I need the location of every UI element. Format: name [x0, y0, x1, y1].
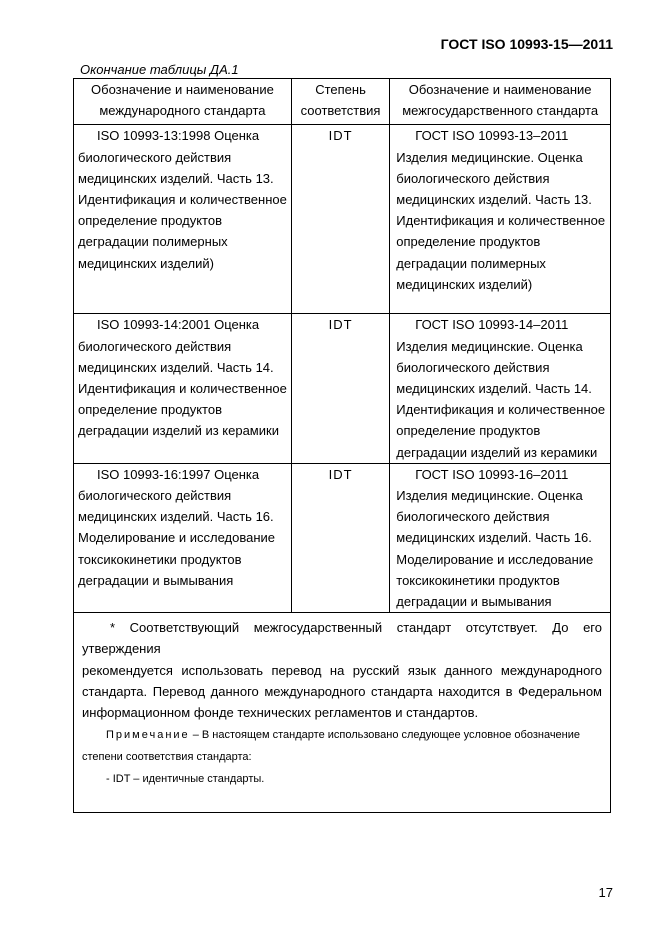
degree-value: IDT	[328, 317, 353, 333]
cell-line: биологического действия	[396, 170, 550, 186]
cell-line: определение продуктов	[78, 213, 223, 229]
cell-line: деградации и вымывания	[396, 594, 552, 610]
header-national-standard	[390, 79, 611, 125]
footnote-paragraph	[82, 617, 602, 723]
footnote-line: рекомендуется использовать перевод на русский язык данного международного	[82, 662, 602, 678]
table-header-row	[74, 79, 611, 125]
cell-line: медицинских изделий)	[78, 255, 214, 271]
cell-line: деградации полимерных	[78, 234, 228, 250]
cell-line: деградации полимерных	[396, 255, 546, 271]
cell-line: деградации и вымывания	[78, 572, 234, 588]
note-text-continued: степени соответствия стандарта:	[82, 751, 252, 764]
header-line: Обозначение и наименование	[91, 82, 274, 97]
cell-line: ГОСТ ISO 10993-14–2011	[415, 317, 569, 333]
cell-line: ГОСТ ISO 10993-16–2011	[415, 466, 569, 482]
degree-cell	[291, 314, 389, 463]
degree-value: IDT	[328, 466, 353, 482]
cell-line: деградации изделий из керамики	[78, 423, 279, 439]
page-number: 17	[598, 885, 613, 900]
cell-line: Идентификация и количественное	[396, 213, 606, 229]
cell-line: Идентификация и количественное	[78, 381, 287, 397]
table-row	[74, 125, 611, 314]
cell-line: медицинских изделий. Часть 16.	[396, 530, 592, 546]
cell-line: токсикокинетики продуктов	[78, 551, 242, 567]
national-standard-cell	[390, 314, 611, 463]
note-paragraph	[82, 724, 602, 790]
cell-line: биологического действия	[78, 149, 232, 165]
intl-standard-cell	[74, 314, 292, 463]
note-line	[82, 724, 602, 746]
cell-line: ISO 10993-14:2001 Оценка	[97, 317, 260, 333]
cell-line: Изделия медицинские. Оценка	[396, 488, 583, 504]
correspondence-table	[73, 78, 611, 813]
cell-line: ISO 10993-13:1998 Оценка	[97, 128, 260, 144]
header-line: межгосударственного стандарта	[402, 103, 599, 119]
cell-line: Идентификация и количественное	[396, 402, 606, 418]
table-row	[74, 463, 611, 612]
cell-line: Изделия медицинские. Оценка	[396, 338, 583, 354]
cell-line: ГОСТ ISO 10993-13–2011	[415, 128, 569, 144]
cell-line: Моделирование и исследование	[396, 551, 594, 567]
table-row	[74, 314, 611, 463]
footnote-cell	[74, 613, 611, 813]
cell-line: биологического действия	[396, 509, 550, 525]
table-caption: Окончание таблицы ДА.1	[80, 62, 239, 77]
cell-line: определение продуктов	[396, 423, 541, 439]
footnote-line: стандарта. Перевод данного международного стандарта находится в Федеральном	[82, 683, 602, 699]
national-standard-cell	[390, 125, 611, 314]
header-degree	[291, 79, 389, 125]
cell-line: деградации изделий из керамики	[396, 444, 598, 460]
intl-standard-cell	[74, 463, 292, 612]
note-label: Примечание	[106, 729, 190, 742]
cell-line: медицинских изделий. Часть 13.	[396, 192, 592, 208]
degree-cell	[291, 125, 389, 314]
cell-line: ISO 10993-16:1997 Оценка	[97, 466, 260, 482]
national-standard-cell	[390, 463, 611, 612]
footnote-row	[74, 613, 611, 813]
header-line: Обозначение и наименование	[408, 82, 592, 97]
header-line: международного стандарта	[99, 103, 266, 119]
cell-line: определение продуктов	[396, 234, 541, 250]
header-line: соответствия	[300, 103, 381, 119]
intl-standard-cell	[74, 125, 292, 314]
cell-line: медицинских изделий. Часть 14.	[396, 381, 592, 397]
header-intl-standard	[74, 79, 292, 125]
footnote-line: * Соответствующий межгосударственный стандарт отсутствует. До его утверждения	[82, 620, 602, 657]
cell-line: биологического действия	[78, 338, 232, 354]
note-text: – В настоящем стандарте использовано следующее условное обозначение	[189, 729, 581, 742]
degree-cell	[291, 463, 389, 612]
cell-line: медицинских изделий. Часть 16.	[78, 509, 274, 525]
document-code: ГОСТ ISO 10993-15—2011	[440, 36, 613, 52]
note-item: - IDT – идентичные стандарты.	[106, 773, 265, 786]
cell-line: медицинских изделий)	[396, 276, 533, 292]
cell-line: Моделирование и исследование	[78, 530, 276, 546]
cell-line: биологического действия	[78, 488, 232, 504]
cell-line: медицинских изделий. Часть 13.	[78, 170, 274, 186]
footnote-line: информационном фонде технических регламентов и стандартов.	[82, 705, 479, 721]
header-line: Степень	[315, 82, 366, 97]
degree-value: IDT	[328, 128, 353, 144]
cell-line: Изделия медицинские. Оценка	[396, 149, 583, 165]
cell-line: биологического действия	[396, 359, 550, 375]
cell-line: токсикокинетики продуктов	[396, 572, 560, 588]
cell-line: определение продуктов	[78, 402, 223, 418]
cell-line: Идентификация и количественное	[78, 192, 287, 208]
cell-line: медицинских изделий. Часть 14.	[78, 359, 274, 375]
